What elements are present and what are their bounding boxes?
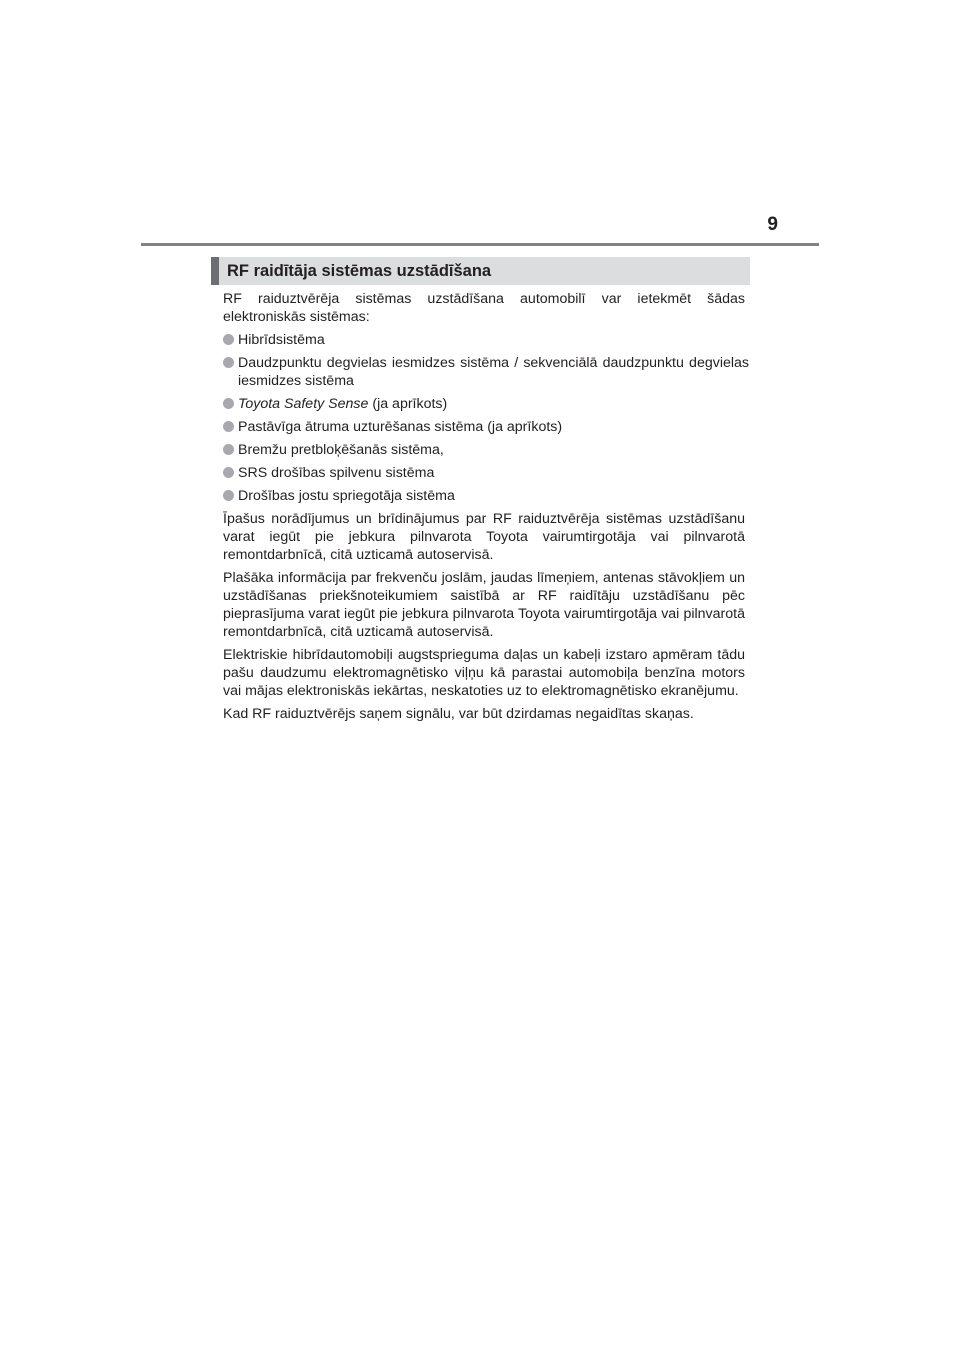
body-paragraph: Kad RF raiduztvērējs saņem signālu, var būt dzirdamas negaidītas skaņas.: [223, 706, 694, 722]
list-item-text: Drošības jostu spriegotāja sistēma: [238, 488, 455, 504]
affected-systems-list: [223, 331, 749, 505]
section-heading: [211, 257, 750, 285]
body-paragraph: Plašāka informācija par frekvenču joslām, jaudas līmeņiem, antenas stāvokļiem un uzstādīšanas priekšnoteikumiem saistībā ar RF raidītāju uzstādīšanu pēc pieprasījuma varat iegūt pie jebkura pilnvarota Toyota vairumtirgotāja vai pilnvarotā remontdarbnīcā, citā uzticamā autoservisā.: [223, 570, 745, 640]
list-item: [223, 464, 749, 482]
list-item-text: Daudzpunktu degvielas iesmidzes sistēma / sekvenciālā daudzpunktu degvielas iesmidzes sistēma: [238, 355, 749, 389]
list-item: [223, 441, 749, 459]
header-rule: [141, 243, 819, 246]
bullet-icon: [223, 467, 234, 478]
body-paragraph: Elektriskie hibrīdautomobiļi augstsprieguma daļas un kabeļi izstaro apmēram tādu pašu daudzumu elektromagnētisko viļņu kā parastai automobiļa benzīna motors vai mājas elektroniskās iekārtas, neskatoties uz to elektromagnētisko ekranējumu.: [223, 647, 745, 699]
list-item: [223, 395, 749, 413]
list-item: [223, 418, 749, 436]
list-item-text: SRS drošības spilvenu sistēma: [238, 465, 435, 481]
list-item-text: Hibrīdsistēma: [238, 332, 325, 348]
section-title: RF raidītāja sistēmas uzstādīšana: [227, 262, 492, 280]
bullet-icon: [223, 334, 234, 345]
list-item: [223, 354, 749, 390]
list-item: [223, 331, 749, 349]
list-item-text: Bremžu pretbloķēšanās sistēma,: [238, 442, 444, 458]
list-item: [223, 487, 749, 505]
section-content: [223, 290, 749, 728]
body-paragraph: Īpašus norādījumus un brīdinājumus par RF raiduztvērēja sistēmas uzstādīšanu varat iegūt pie jebkura pilnvarota Toyota vairumtirgotāja vai pilnvarotā remontdarbnīcā, citā uzticamā autoservisā.: [223, 511, 745, 563]
bullet-icon: [223, 357, 234, 368]
intro-paragraph: RF raiduztvērēja sistēmas uzstādīšana automobilī var ietekmēt šādas elektroniskās sistēmas:: [223, 291, 745, 325]
bullet-icon: [223, 421, 234, 432]
list-item-text: (ja aprīkots): [368, 396, 448, 412]
list-item-text: Pastāvīga ātruma uzturēšanas sistēma (ja aprīkots): [238, 419, 563, 435]
bullet-icon: [223, 398, 234, 409]
bullet-icon: [223, 490, 234, 501]
page-number: 9: [767, 214, 778, 235]
bullet-icon: [223, 444, 234, 455]
list-item-italic-text: Toyota Safety Sense: [238, 396, 369, 412]
